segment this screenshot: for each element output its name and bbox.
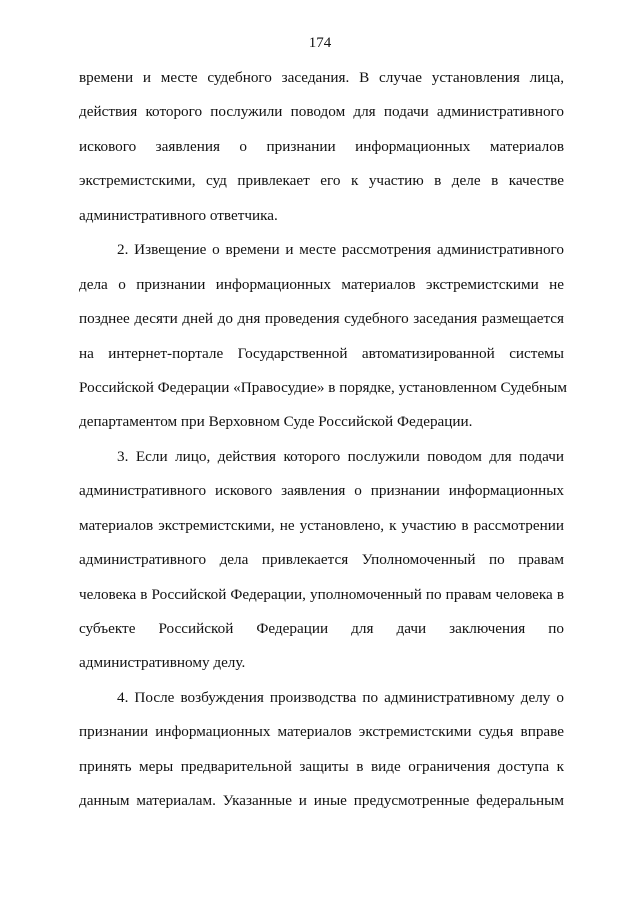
text-line: Российской Федерации «Правосудие» в порядке, установленном Судебным	[79, 378, 567, 396]
text-line: данным материалам. Указанные и иные предусмотренные федеральным	[79, 792, 564, 810]
text-line: административного дела привлекается Уполномоченный по правам	[79, 551, 564, 569]
text-line: времени и месте судебного заседания. В случае установления лица,	[79, 69, 564, 86]
text-line: принять меры предварительной защиты в виде ограничения доступа к	[79, 757, 564, 775]
text-line: признании информационных материалов экстремистскими судья вправе	[79, 723, 564, 741]
text-line: дела о признании информационных материалов экстремистскими не	[79, 275, 564, 293]
text-line: действия которого послужили поводом для подачи административного	[79, 103, 564, 121]
text-line: человека в Российской Федерации, уполномоченный по правам человека в	[79, 585, 564, 603]
text-line: департаментом при Верховном Суде Российской Федерации.	[79, 413, 473, 431]
text-line: административного искового заявления о признании информационных	[79, 482, 564, 500]
text-line: субъекте Российской Федерации для дачи заключения по	[79, 620, 564, 637]
page-number: 174	[308, 35, 332, 51]
text-line: 4. После возбуждения производства по административному делу о	[117, 688, 564, 706]
document-body	[79, 61, 567, 819]
text-line: на интернет-портале Государственной автоматизированной системы	[79, 344, 564, 362]
text-line: административному делу.	[79, 654, 246, 672]
text-line: 3. Если лицо, действия которого послужили поводом для подачи	[117, 447, 564, 465]
text-line: 2. Извещение о времени и месте рассмотрения административного	[117, 241, 564, 259]
text-line: материалов экстремистскими, не установлено, к участию в рассмотрении	[79, 516, 564, 534]
text-line: позднее десяти дней до дня проведения судебного заседания размещается	[79, 310, 564, 328]
text-line: административного ответчика.	[79, 206, 278, 224]
text-line: искового заявления о признании информационных материалов	[79, 137, 564, 155]
text-line: экстремистскими, суд привлекает его к участию в деле в качестве	[79, 172, 564, 190]
